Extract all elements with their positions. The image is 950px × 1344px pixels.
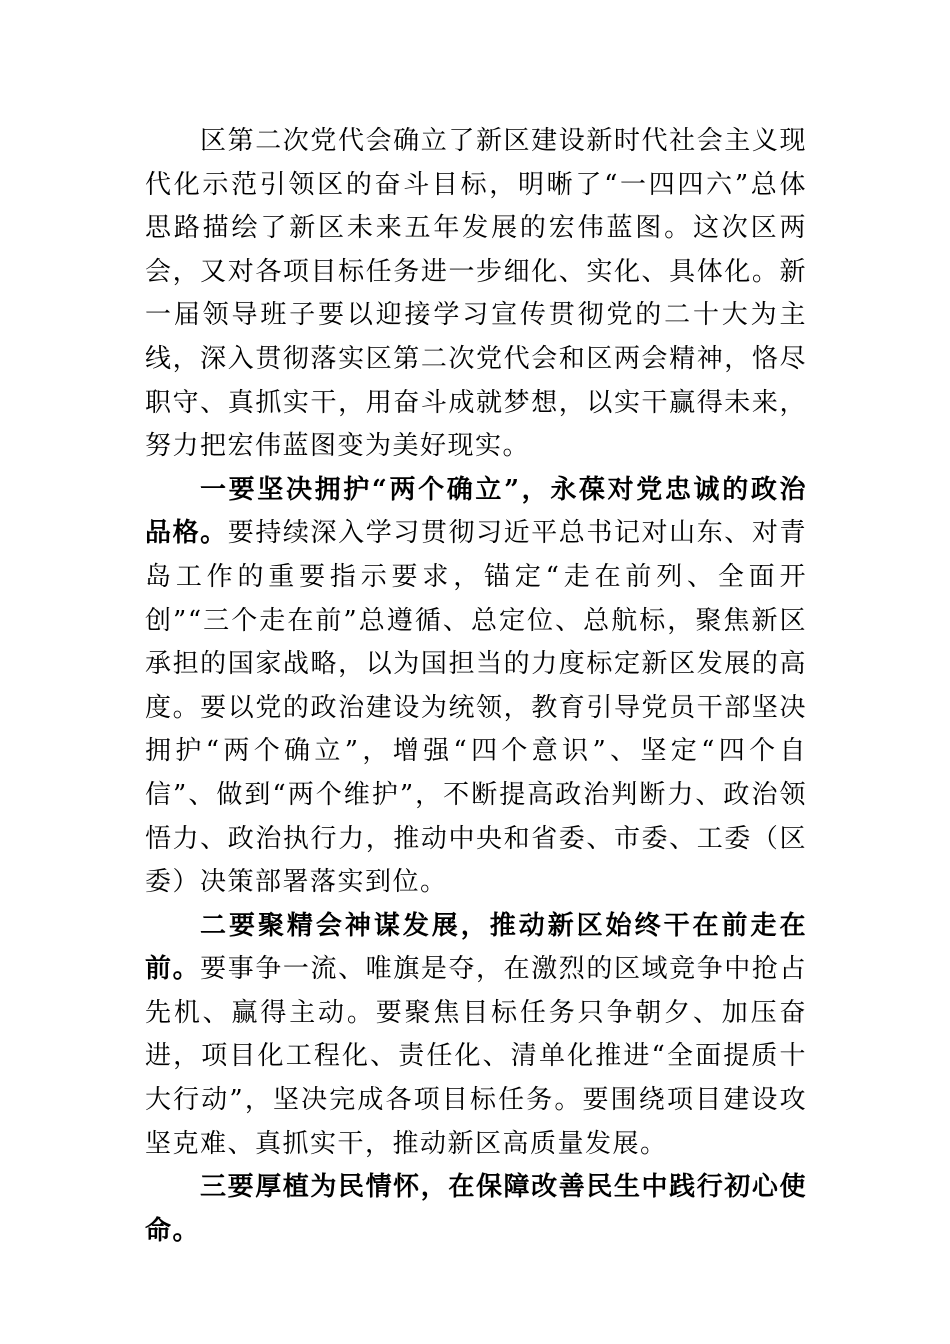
paragraph-text: 要事争一流、唯旗是夺，在激烈的区域竞争中抢占先机、赢得主动。要聚焦目标任务只争朝夕、加压奋进，项目化工程化、责任化、清单化推进“全面提质十大行动”，坚决完成各项目标任务。要围绕项目建设攻坚克难、真抓实干，推动新区高质量发展。 (145, 954, 807, 1159)
paragraph-lead: 二要聚精会神谋发展，推动新区始终干在前走在前。 (145, 910, 807, 985)
paragraph-point-1 (145, 469, 807, 905)
paragraph-point-2 (145, 905, 807, 1167)
paragraph-text: 要持续深入学习贯彻习近平总书记对山东、对青岛工作的重要指示要求，锚定“走在前列、全面开创”“三个走在前”总遵循、总定位、总航标，聚焦新区承担的国家战略，以为国担当的力度标定新区发展的高度。要以党的政治建设为统领，教育引导党员干部坚决拥护“两个确立”，增强“四个意识”、坚定“四个自信”、做到“两个维护”，不断提高政治判断力、政治领悟力、政治执行力，推动中央和省委、市委、工委（区委）决策部署落实到位。 (145, 518, 807, 898)
paragraph-lead: 一要坚决拥护“两个确立”，永葆对党忠诚的政治品格。 (145, 474, 807, 549)
paragraph-intro (145, 120, 807, 469)
paragraph-lead: 三要厚植为民情怀，在保障改善民生中践行初心使命。 (145, 1172, 807, 1246)
paragraph-point-3 (145, 1166, 807, 1253)
document-body (145, 120, 807, 1253)
paragraph-text: 区第二次党代会确立了新区建设新时代社会主义现代化示范引领区的奋斗目标，明晰了“一四四六”总体思路描绘了新区未来五年发展的宏伟蓝图。这次区两会，又对各项目标任务进一步细化、实化、具体化。新一届领导班子要以迎接学习宣传贯彻党的二十大为主线，深入贯彻落实区第二次党代会和区两会精神，恪尽职守、真抓实干，用奋斗成就梦想，以实干赢得未来，努力把宏伟蓝图变为美好现实。 (145, 126, 807, 462)
